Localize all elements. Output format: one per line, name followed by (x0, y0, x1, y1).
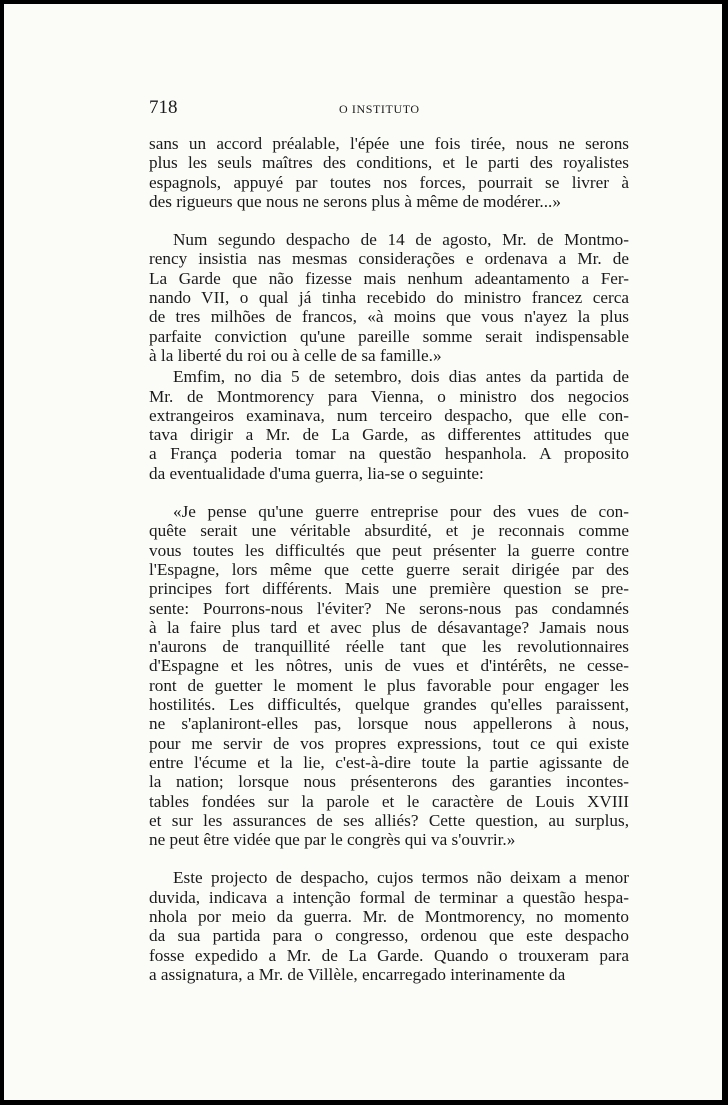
text-line: Mr. de Montmorency para Vienna, o ministro dos negocios (149, 386, 629, 406)
text-line: da eventualidade d'uma guerra, lia-se o seguinte: (149, 463, 484, 483)
text-line: ne s'aplaniront-elles pas, lorsque nous appellerons à nous, (149, 714, 629, 734)
text-line: sans un accord préalable, l'épée une fois tirée, nous ne serons (149, 134, 629, 153)
text-line: tables fondées sur la parole et le caractère de Louis XVIII (149, 791, 629, 811)
text-line: extrangeiros examinava, num terceiro despacho, que elle con- (149, 405, 629, 425)
text-line: tava dirigir a Mr. de La Garde, as differentes attitudes que (149, 425, 629, 445)
text-line: plus les seuls maîtres des conditions, et le parti des royalistes (149, 153, 629, 173)
page-header (149, 97, 629, 121)
paragraph-quotation (149, 502, 629, 849)
text-line: à la liberté du roi ou à celle de sa famille.» (149, 345, 442, 365)
page-body (149, 134, 629, 984)
text-line: sente: Pourrons-nous l'éviter? Ne serons-nous pas condamnés (149, 598, 629, 618)
page-number: 718 (149, 97, 178, 118)
text-line: Num segundo despacho de 14 de agosto, Mr. de Montmo- (173, 230, 629, 250)
text-line: parfaite conviction qu'une pareille somme serait indispensable (149, 326, 629, 346)
text-line: vous toutes les difficultés que peut présenter la guerre contre (149, 540, 629, 560)
text-line: «Je pense qu'une guerre entreprise pour des vues de con- (173, 502, 629, 522)
text-line: principes fort différents. Mais une première question se pre- (149, 579, 629, 599)
text-line: à la faire plus tard et avec plus de désavantage? Jamais nous (149, 617, 629, 637)
text-line: Emfim, no dia 5 de setembro, dois dias antes da partida de (173, 367, 629, 387)
text-line: fosse expedido a Mr. de La Garde. Quando o trouxeram para (149, 945, 629, 965)
text-line: quête serait une véritable absurdité, et je reconnais comme (149, 521, 629, 541)
text-line: des rigueurs que nous ne serons plus à même de modérer...» (149, 191, 561, 211)
paragraph-project (149, 868, 629, 984)
paragraph-second-despatch (149, 230, 629, 365)
paragraph-continuation (149, 134, 629, 211)
text-line: ne peut être vidée que par le congrès qui va s'ouvrir.» (149, 830, 516, 850)
text-line: a assignatura, a Mr. de Villèle, encarregado interinamente da (149, 964, 566, 984)
text-line: La Garde que não fizesse mais nenhum adeantamento a Fer- (149, 268, 629, 288)
text-line: n'aurons de tranquillité réelle tant que les revolutionnaires (149, 637, 629, 657)
text-line: hostilités. Les difficultés, quelque grandes qu'elles paraissent, (149, 695, 629, 715)
text-line: la nation; lorsque nous présenterons des garanties incontes- (149, 772, 629, 792)
text-line: de tres milhões de francos, «à moins que vous n'ayez la plus (149, 307, 629, 327)
text-line: et sur les assurances de ses alliés? Cette question, au surplus, (149, 810, 629, 830)
book-page (4, 4, 722, 1100)
text-line: pour me servir de vos propres expressions, tout ce qui existe (149, 733, 629, 753)
text-line: nhola por meio da guerra. Mr. de Montmorency, no momento (149, 906, 629, 926)
text-line: da sua partida para o congresso, ordenou que este despacho (149, 926, 629, 946)
text-line: rency insistia nas mesmas considerações e ordenava a Mr. de (149, 249, 629, 269)
text-line: nando VII, o qual já tinha recebido do ministro francez cerca (149, 288, 629, 308)
text-line: entre l'écume et la lie, c'est-à-dire toute la partie agissante de (149, 752, 629, 772)
text-line: a França poderia tomar na questão hespanhola. A proposito (149, 444, 629, 464)
text-line: d'Espagne et les nôtres, unis de vues et d'intérêts, ne cesse- (149, 656, 629, 676)
text-line: duvida, indicava a intenção formal de terminar a questão hespa- (149, 887, 629, 907)
running-title: O INSTITUTO (339, 102, 420, 116)
paragraph-third-despatch (149, 367, 629, 483)
text-line: ront de guetter le moment le plus favorable pour engager les (149, 675, 629, 695)
text-line: espagnols, appuyé par toutes nos forces, pourrait se livrer à (149, 172, 629, 192)
text-line: Este projecto de despacho, cujos termos não deixam a menor (173, 868, 629, 888)
text-line: l'Espagne, lors même que cette guerre serait dirigée par des (149, 559, 629, 579)
